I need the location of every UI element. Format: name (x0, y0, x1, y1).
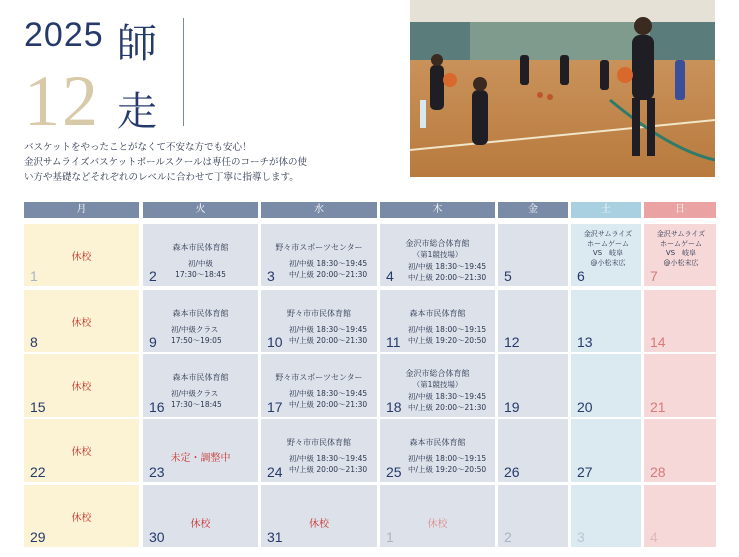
day-number: 4 (650, 529, 658, 545)
day-cell (380, 290, 495, 352)
home-game-line: ホームゲーム (587, 239, 629, 248)
day-cell (380, 485, 495, 547)
day-number: 19 (504, 399, 520, 415)
closed-label: 休校 (427, 519, 448, 530)
day-number: 28 (650, 464, 666, 480)
day-number: 2 (504, 529, 512, 545)
home-game-line: @小松末広 (590, 258, 626, 267)
day-cell (498, 290, 568, 352)
closed-label: 休校 (71, 318, 92, 329)
day-cell (571, 485, 641, 547)
session-times (380, 261, 495, 283)
day-number: 17 (267, 399, 283, 415)
weekday-header-thu: 木 (380, 202, 495, 218)
session-time: 中/上級 19:20〜20:50 (408, 465, 487, 474)
day-cell (24, 290, 139, 352)
day-number: 11 (386, 334, 401, 350)
day-number: 22 (30, 464, 46, 480)
day-number: 26 (504, 464, 520, 480)
description-line-2: 金沢サムライズバスケットボールスクールは専任のコーチが体の使 (24, 157, 308, 168)
description (24, 140, 364, 185)
home-game-line: 金沢サムライズ (583, 230, 633, 238)
weekday-header-sun: 日 (644, 202, 716, 218)
day-cell (143, 485, 258, 547)
day-number: 25 (386, 464, 402, 480)
home-game-line: @小松末広 (663, 258, 699, 267)
description-line-1: バスケットをやったことがなくて不安な方でも安心！ (24, 142, 252, 153)
day-cell (498, 354, 568, 417)
session-info (380, 238, 495, 283)
closed-label: 休校 (71, 447, 92, 458)
day-cell (571, 290, 641, 352)
venue-name: 金沢市総合体育館 (405, 369, 470, 378)
day-number: 30 (149, 529, 165, 545)
day-number: 3 (267, 268, 275, 284)
month-number: 12 (24, 61, 100, 141)
home-game-info (652, 230, 710, 268)
session-time: 初/中級 18:30〜19:45 (289, 389, 368, 398)
day-cell (380, 419, 495, 482)
day-number: 10 (267, 334, 283, 350)
session-time: 初/中級 18:30〜19:45 (408, 392, 487, 401)
day-cell (261, 224, 377, 286)
session-time: 初/中級 18:00〜19:15 (408, 325, 487, 334)
day-cell (143, 419, 258, 482)
title-divider (183, 18, 184, 126)
day-cell (571, 354, 641, 417)
day-number: 16 (149, 399, 165, 415)
session-time: 17:30〜18:45 (171, 400, 222, 409)
day-cell (24, 419, 139, 482)
session-info (143, 308, 258, 346)
venue-name: 野々市スポーツセンター (275, 373, 363, 382)
session-time: 中/上級 20:00〜21:30 (289, 465, 368, 474)
session-time: 中/上級 20:00〜21:30 (408, 403, 487, 412)
weekday-header-tue: 火 (143, 202, 258, 218)
day-cell (498, 485, 568, 547)
day-number: 15 (30, 399, 46, 415)
weekday-header-fri: 金 (498, 202, 568, 218)
session-times (143, 258, 258, 280)
day-cell (644, 419, 716, 482)
venue-name: 金沢市総合体育館 (405, 239, 470, 248)
day-number: 14 (650, 334, 666, 350)
home-game-line: ホームゲーム (660, 239, 702, 248)
description-line-3: い方や基礎などそれぞれのレベルに合わせて丁寧に指導します。 (24, 172, 299, 183)
day-cell (24, 485, 139, 547)
day-number: 12 (504, 334, 520, 350)
closed-label: 休校 (309, 519, 329, 530)
basketball-class-photo (410, 0, 715, 177)
day-number: 13 (577, 334, 593, 350)
session-time: 中/上級 20:00〜21:30 (408, 273, 487, 282)
venue-name: 野々市市民体育館 (287, 309, 351, 318)
day-number: 20 (577, 399, 593, 415)
weekday-header-wed: 水 (261, 202, 377, 218)
venue-name: 野々市市民体育館 (287, 438, 351, 447)
venue-name: 森本市民体育館 (409, 309, 466, 318)
day-number: 4 (386, 268, 394, 284)
session-time: 中/上級 19:20〜20:50 (408, 336, 487, 345)
day-cell (143, 354, 258, 417)
day-number: 24 (267, 464, 283, 480)
closed-label: 休校 (71, 513, 92, 524)
kanji-top: 師 (117, 21, 157, 67)
day-number: 5 (504, 268, 512, 284)
session-times (261, 258, 377, 280)
weekday-header-mon: 月 (24, 202, 139, 218)
day-cell (644, 485, 716, 547)
home-game-line: VS 岐阜 (592, 249, 624, 257)
day-cell (261, 354, 377, 417)
year: 2025 (24, 16, 104, 54)
day-number: 7 (650, 268, 658, 284)
day-number: 1 (30, 268, 38, 284)
day-number: 8 (30, 334, 38, 350)
home-game-line: 金沢サムライズ (656, 230, 706, 238)
day-cell (498, 419, 568, 482)
session-time: 初/中級クラス (171, 389, 219, 398)
day-number: 21 (650, 399, 666, 415)
venue-name: 森本市民体育館 (172, 309, 229, 318)
venue-name: 森本市民体育館 (409, 438, 466, 447)
session-time: 初/中級クラス (171, 325, 219, 334)
weekday-header-sat: 土 (571, 202, 641, 218)
day-cell (571, 419, 641, 482)
day-cell (24, 354, 139, 417)
venue-name: 野々市スポーツセンター (275, 243, 363, 252)
day-cell (143, 224, 258, 286)
day-cell (143, 290, 258, 352)
day-cell (571, 224, 641, 286)
session-time: 17:30〜18:45 (175, 270, 226, 279)
day-number: 31 (267, 529, 283, 545)
day-cell (498, 224, 568, 286)
session-time: 中/上級 20:00〜21:30 (289, 270, 368, 279)
session-time: 初/中級 (187, 259, 214, 268)
day-number: 2 (149, 268, 157, 284)
session-times (143, 324, 258, 346)
day-cell (380, 354, 495, 417)
day-number: 29 (30, 529, 46, 545)
session-time: 初/中級 18:30〜19:45 (408, 262, 487, 271)
day-cell (261, 485, 377, 547)
day-number: 27 (577, 464, 593, 480)
session-time: 中/上級 20:00〜21:30 (289, 400, 368, 409)
session-time: 初/中級 18:30〜19:45 (289, 454, 368, 463)
session-time: 17:50〜19:05 (171, 336, 222, 345)
day-number: 6 (577, 268, 585, 284)
session-time: 初/中級 18:30〜19:45 (289, 259, 368, 268)
session-time: 初/中級 18:30〜19:45 (289, 325, 368, 334)
session-info (143, 242, 258, 280)
session-time: 初/中級 18:00〜19:15 (408, 454, 487, 463)
day-cell (24, 224, 139, 286)
home-game-line: VS 岐阜 (665, 249, 697, 257)
day-number: 1 (386, 529, 394, 545)
day-number: 9 (149, 334, 157, 350)
day-number: 23 (149, 464, 165, 480)
venue-subname: （第1競技場） (412, 250, 463, 259)
day-cell (644, 224, 716, 286)
closed-label: 休校 (71, 252, 92, 263)
home-game-info (579, 230, 637, 268)
day-cell (261, 419, 377, 482)
day-number: 3 (577, 529, 585, 545)
venue-name: 森本市民体育館 (172, 373, 229, 382)
day-number: 18 (386, 399, 402, 415)
venue-subname: （第1競技場） (412, 380, 463, 389)
venue-name: 森本市民体育館 (172, 243, 229, 252)
kanji-bottom: 走 (117, 89, 157, 135)
session-time: 中/上級 20:00〜21:30 (289, 336, 368, 345)
day-cell (261, 290, 377, 352)
closed-label: 休校 (190, 519, 211, 530)
day-cell (380, 224, 495, 286)
closed-label: 休校 (71, 382, 92, 393)
closed-label: 未定・調整中 (170, 453, 231, 464)
day-cell (644, 290, 716, 352)
day-cell (644, 354, 716, 417)
session-info (261, 242, 377, 280)
